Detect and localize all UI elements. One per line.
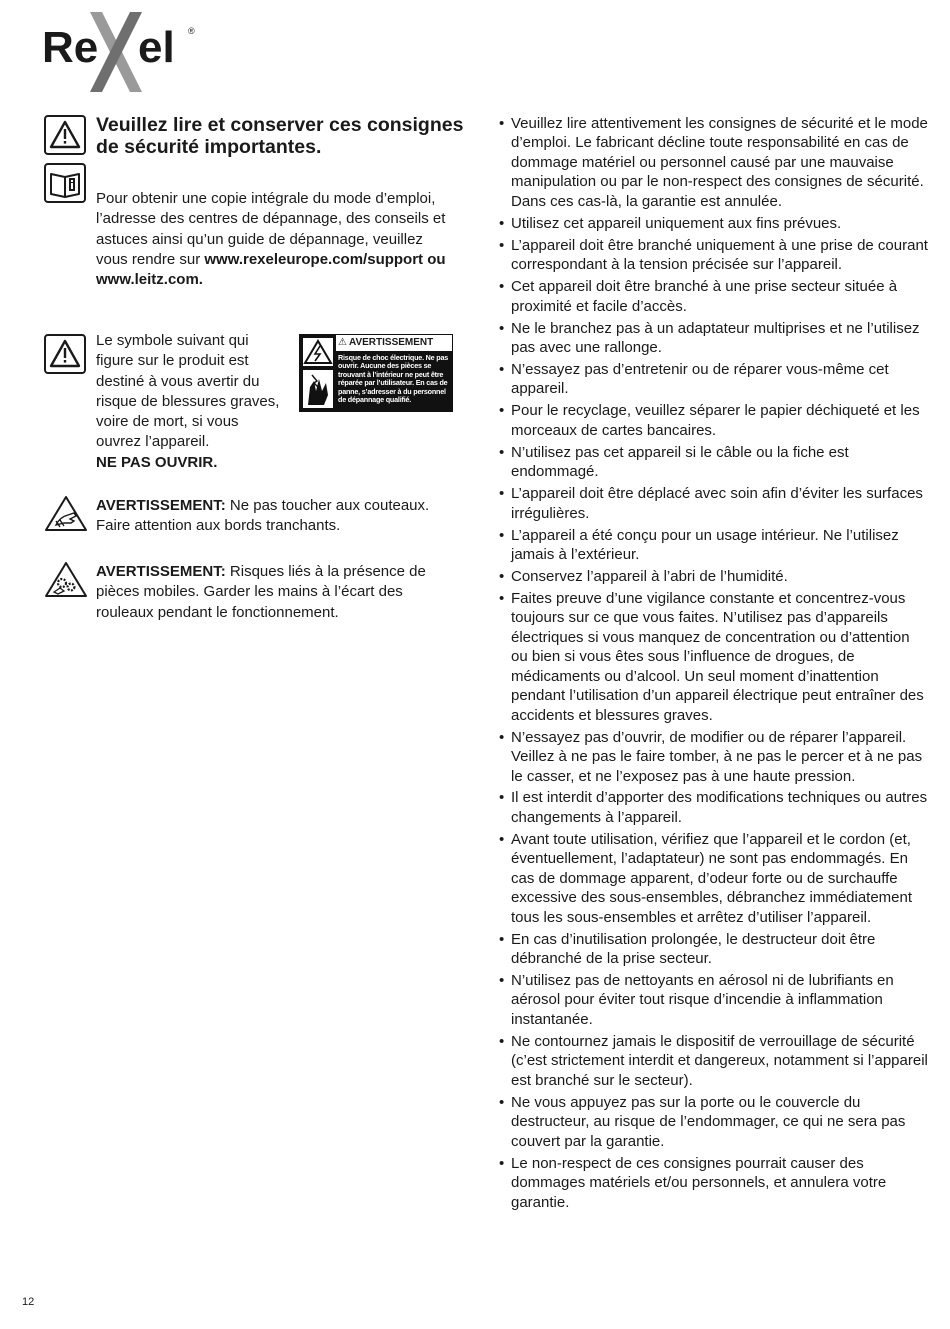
list-item: • L’appareil doit être branché uniquement à une prise de courant correspondant à la tension précisée sur l’appareil. bbox=[498, 236, 930, 275]
small-warning-triangle-icon: ⚠ bbox=[338, 337, 347, 348]
safety-rules-list bbox=[498, 114, 930, 1214]
list-item: • N’essayez pas d’ouvrir, de modifier ou de réparer l’appareil. Veillez à ne pas le faire tomber, à ne pas le percer et à ne pas le casser, et ne l’exposez pas à une haute pression. bbox=[498, 728, 930, 786]
list-item: • Ne vous appuyez pas sur la porte ou le couvercle du destructeur, au risque de l’endommager, ce qui ne sera pas couvert par la garantie. bbox=[498, 1093, 930, 1151]
svg-text:®: ® bbox=[188, 26, 195, 36]
intro-paragraph bbox=[96, 189, 446, 290]
list-item: • Ne le branchez pas à un adaptateur multiprises et ne l’utilisez pas avec une rallonge. bbox=[498, 319, 930, 358]
electric-shock-warning-label bbox=[299, 334, 453, 412]
support-links: www.rexeleurope.com/support ou www.leitz.com. bbox=[96, 250, 446, 289]
list-item: • Faites preuve d’une vigilance constante et concentrez-vous toujours sur ce que vous faites. N’utilisez pas d’appareils électriques si vous manquez de concentration ou d’attention ou bien si vous êtes sous l’influence de drogues, de médicaments ou d’alcool. Un seul moment d’inattention pendant l’utilisation d’un appareil électrique peut entraîner des accidents et blessures graves. bbox=[498, 589, 930, 725]
label-title bbox=[336, 335, 452, 352]
moving-parts-warning bbox=[96, 562, 456, 623]
moving-parts-warning-text: Risques liés à la présence de pièces mobiles. Garder les mains à l’écart des rouleaux pendant le fonctionnement. bbox=[96, 563, 426, 621]
label-symbols bbox=[300, 335, 336, 411]
rexel-logo bbox=[42, 12, 202, 92]
svg-text:Re: Re bbox=[42, 23, 99, 72]
page-number: 12 bbox=[22, 1296, 35, 1308]
list-item: • Ne contournez jamais le dispositif de verrouillage de sécurité (c’est strictement interdit et dangereux, notamment si l’appareil est branché sur le secteur). bbox=[498, 1032, 930, 1090]
list-item: • Conservez l’appareil à l’abri de l’humidité. bbox=[498, 567, 930, 586]
label-title-text: AVERTISSEMENT bbox=[348, 337, 434, 348]
warning-triangle-icon bbox=[44, 115, 86, 155]
list-item: • Utilisez cet appareil uniquement aux fins prévues. bbox=[498, 214, 930, 233]
list-item: • En cas d’inutilisation prolongée, le destructeur doit être débranché de la prise secteur. bbox=[498, 930, 930, 969]
gears-hand-icon bbox=[44, 561, 88, 599]
list-item: • Avant toute utilisation, vérifiez que l’appareil et le cordon (et, éventuellement, l’adaptateur) ne sont pas endommagés. En cas de dommage apparent, d’odeur forte ou de surchauffe excessive des sous-ensembles, débranchez immédiatement tous les sous-ensembles et arrêtez d’utiliser l’appareil. bbox=[498, 830, 930, 927]
warning-triangle-icon-2 bbox=[44, 334, 86, 374]
blade-warning bbox=[96, 496, 456, 537]
list-item: • Pour le recyclage, veuillez séparer le papier déchiqueté et les morceaux de cartes bancaires. bbox=[498, 401, 930, 440]
list-item: • Il est interdit d’apporter des modifications techniques ou autres changements à l’appareil. bbox=[498, 788, 930, 827]
rexel-logo-mark bbox=[42, 12, 202, 92]
list-item: • L’appareil a été conçu pour un usage intérieur. Ne l’utilisez jamais à l’extérieur. bbox=[498, 526, 930, 565]
list-item: • N’utilisez pas cet appareil si le câble ou la fiche est endommagé. bbox=[498, 443, 930, 482]
list-item: • Le non-respect de ces consignes pourrait causer des dommages matériels et/ou personnels, et annulera votre garantie. bbox=[498, 1154, 930, 1212]
list-item: • L’appareil doit être déplacé avec soin afin d’éviter les surfaces irrégulières. bbox=[498, 484, 930, 523]
list-item: • N’utilisez pas de nettoyants en aérosol ni de lubrifiants en aérosol pour éviter tout risque d’incendie à inflammation instantanée. bbox=[498, 971, 930, 1029]
do-not-open: NE PAS OUVRIR. bbox=[96, 453, 218, 471]
list-item: • Cet appareil doit être branché à une prise secteur située à proximité et facile d’accès. bbox=[498, 277, 930, 316]
label-text: Risque de choc électrique. Ne pas ouvrir. Aucune des pièces se trouvant à l’intérieur ne peut être réparée par l’utilisateur. En cas de panne, s’adresser à du personnel de dépannage qualifié. bbox=[336, 352, 452, 411]
symbol-notice-text: Le symbole suivant qui figure sur le produit est destiné à vous avertir du risque de blessures graves, voire de mort, si vous ouvrez l’appareil. bbox=[96, 332, 280, 451]
svg-text:el: el bbox=[138, 23, 175, 72]
safety-heading: Veuillez lire et conserver ces consignes de sécurité importantes. bbox=[96, 114, 464, 158]
blade-warning-text: Ne pas toucher aux couteaux. Faire attention aux bords tranchants. bbox=[96, 497, 430, 535]
blade-hand-icon bbox=[44, 495, 88, 533]
electric-shock-icon bbox=[300, 335, 336, 411]
intro-text: Pour obtenir une copie intégrale du mode d’emploi, l’adresse des centres de dépannage, des conseils et astuces ainsi qu’un guide de dépannage, veuillez vous rendre sur bbox=[96, 190, 446, 268]
list-item: • Veuillez lire attentivement les consignes de sécurité et le mode d’emploi. Le fabricant décline toute responsabilité en cas de dommage matériel ou personnel causé par une mauvaise manipulation ou par le non-respect des consignes de sécurité. Dans ces cas-là, la garantie est annulée. bbox=[498, 114, 930, 211]
list-item: • N’essayez pas d’entretenir ou de réparer vous-même cet appareil. bbox=[498, 360, 930, 399]
read-manual-icon bbox=[44, 163, 86, 203]
moving-parts-warning-label: AVERTISSEMENT: bbox=[96, 563, 226, 580]
blade-warning-label: AVERTISSEMENT: bbox=[96, 497, 226, 514]
symbol-notice-paragraph bbox=[96, 331, 286, 473]
